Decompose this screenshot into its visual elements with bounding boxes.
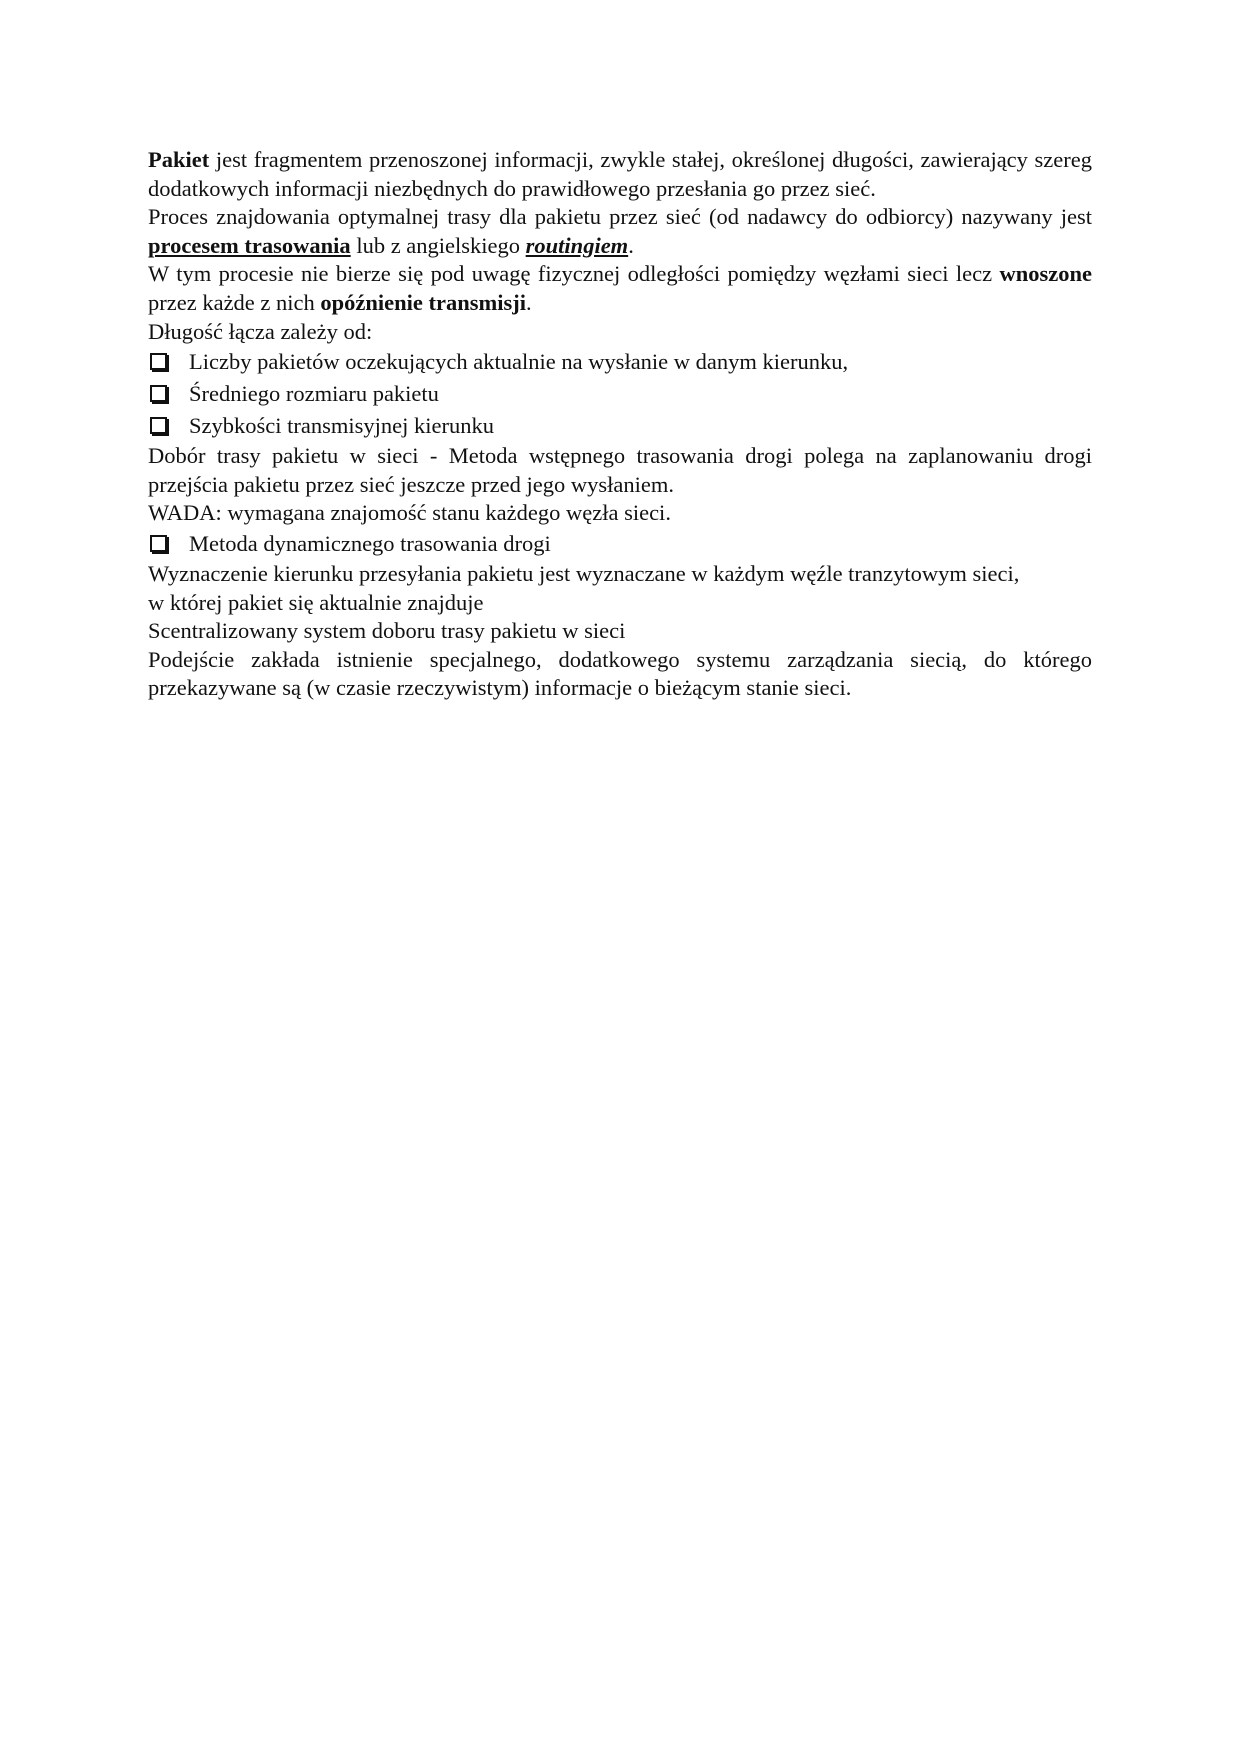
paragraph-centralized-system: Scentralizowany system doboru trasy pakietu w sieci bbox=[148, 618, 626, 644]
list-item-text: Średniego rozmiaru pakietu bbox=[189, 381, 439, 407]
paragraph-direction: Wyznaczenie kierunku przesyłania pakietu jest wyznaczane w każdym węźle tranzytowym sieci, bbox=[148, 560, 1020, 586]
delay-text-before: W tym procesie nie bierze się pod uwagę fizycznej odległości pomiędzy węzłami sieci lecz bbox=[148, 261, 1000, 287]
paragraph-route-selection: Dobór trasy pakietu w sieci - Metoda wstępnego trasowania drogi polega na zaplanowaniu drogi przejścia pakietu przez sieć jeszcze przed jego wysłaniem. bbox=[148, 443, 1092, 497]
routing-text-after: . bbox=[628, 232, 634, 258]
paragraph-current-location: w której pakiet się aktualnie znajduje bbox=[148, 589, 484, 615]
term-procesem-trasowania: procesem trasowania bbox=[148, 232, 351, 258]
checkbox-bullet-icon bbox=[150, 535, 167, 552]
list-item-text: Metoda dynamicznego trasowania drogi bbox=[189, 530, 551, 556]
delay-text-after: . bbox=[526, 289, 532, 315]
term-pakiet: Pakiet bbox=[148, 147, 210, 172]
checkbox-bullet-icon bbox=[150, 385, 167, 402]
paragraph-packet-definition bbox=[148, 146, 1092, 203]
paragraph-approach: Podejście zakłada istnienie specjalnego, dodatkowego systemu zarządzania siecią, do którego przekazywane są (w czasie rzeczywistym) informacje o bieżącym stanie sieci. bbox=[148, 646, 1092, 701]
list-item bbox=[148, 346, 1092, 378]
list-item bbox=[148, 410, 1092, 442]
list-item bbox=[148, 528, 1092, 560]
paragraph-link-length-heading: Długość łącza zależy od: bbox=[148, 318, 373, 344]
paragraph-disadvantage: WADA: wymagana znajomość stanu każdego węzła sieci. bbox=[148, 500, 671, 526]
list-item-text: Liczby pakietów oczekujących aktualnie na wysłanie w danym kierunku, bbox=[189, 349, 849, 375]
routing-text-before: Proces znajdowania optymalnej trasy dla pakietu przez sieć (od nadawcy do odbiorcy) nazywany jest bbox=[148, 204, 1092, 230]
delay-text-middle: przez każde z nich bbox=[148, 289, 321, 315]
term-routingiem: routingiem bbox=[525, 232, 629, 258]
packet-definition-text: jest fragmentem przenoszonej informacji, zwykle stałej, określonej długości, zawierający szereg dodatkowych informacji niezbędnych do prawidłowego przesłania go przez sieć. bbox=[148, 147, 1092, 201]
term-wnoszone: wnoszone bbox=[999, 261, 1092, 287]
paragraph-routing-definition bbox=[148, 203, 1092, 260]
term-opoznienie-transmisji: opóźnienie transmisji bbox=[320, 289, 527, 315]
routing-text-middle: lub z angielskiego bbox=[350, 232, 526, 258]
paragraph-delay bbox=[148, 260, 1092, 317]
list-item-text: Szybkości transmisyjnej kierunku bbox=[189, 413, 494, 439]
list-item bbox=[148, 378, 1092, 410]
document-body bbox=[148, 146, 1092, 703]
checkbox-bullet-icon bbox=[150, 353, 167, 370]
checkbox-bullet-icon bbox=[150, 417, 167, 434]
